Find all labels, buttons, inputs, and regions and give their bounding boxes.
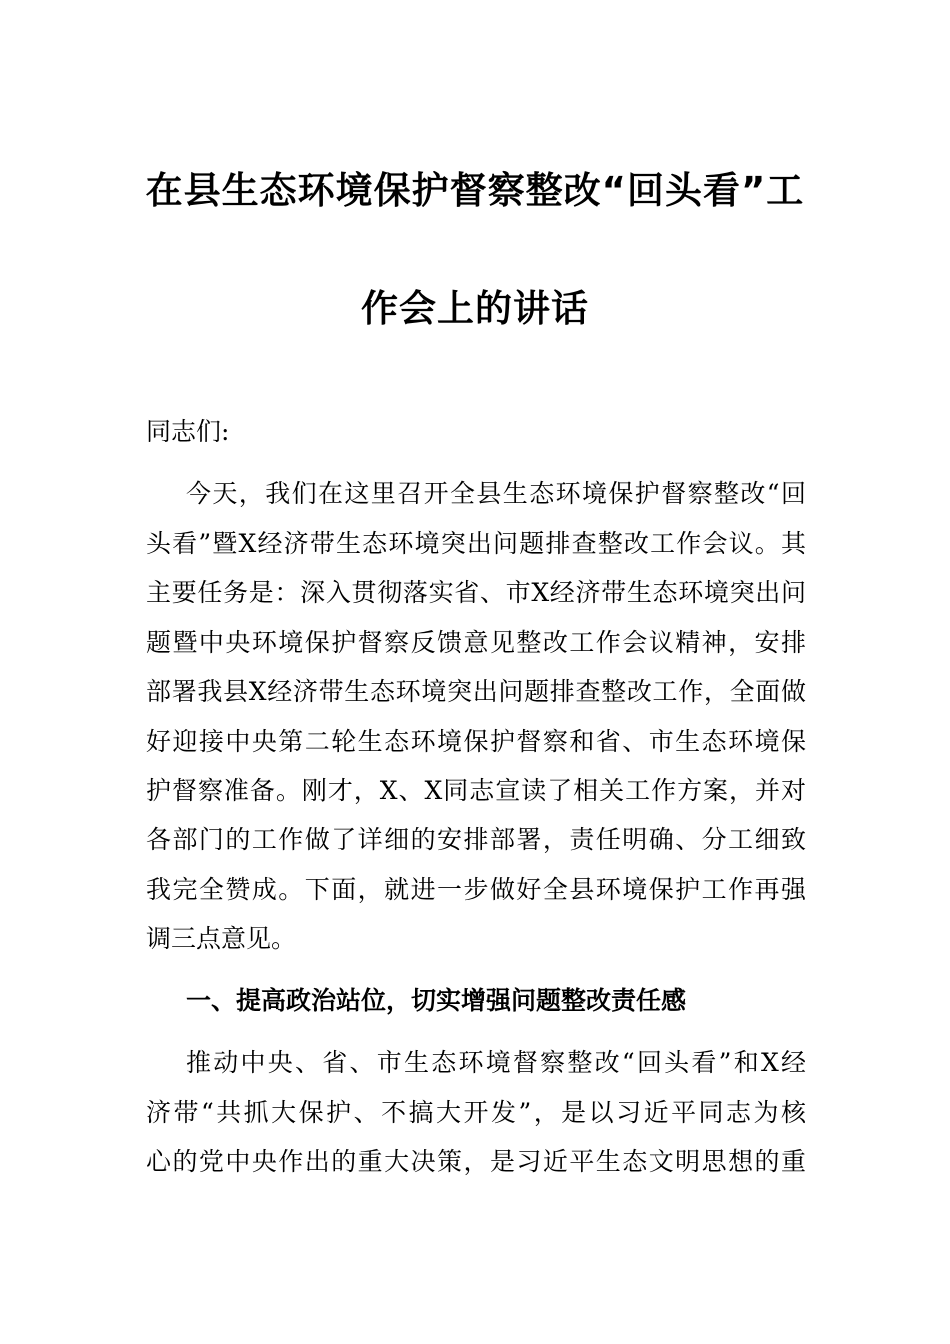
salutation: 同志们: — [146, 417, 230, 446]
paragraph-line: 济带“共抓大保护、不搞大开发”，是以习近平同志为核 — [146, 1098, 806, 1127]
paragraph-line: 心的党中央作出的重大决策，是习近平生态文明思想的重 — [146, 1147, 806, 1176]
paragraph-line: 我完全赞成。下面，就进一步做好全县环境保护工作再强 — [146, 875, 806, 904]
paragraph-line: 头看”暨X经济带生态环境突出问题排查整改工作会议。其 — [146, 529, 806, 558]
section-heading: 一、提高政治站位，切实增强问题整改责任感 — [186, 986, 687, 1015]
paragraph-line: 部署我县X经济带生态环境突出问题排查整改工作，全面做 — [146, 677, 806, 706]
paragraph-line: 题暨中央环境保护督察反馈意见整改工作会议精神，安排 — [146, 628, 806, 657]
paragraph-line: 各部门的工作做了详细的安排部署，责任明确、分工细致 — [146, 825, 806, 854]
paragraph-line: 护督察准备。刚才，X、X同志宣读了相关工作方案，并对 — [146, 776, 806, 805]
paragraph-line: 调三点意见。 — [146, 924, 297, 953]
document-title-line-1: 在县生态环境保护督察整改“回头看”工 — [145, 169, 805, 212]
paragraph-line: 推动中央、省、市生态环境督察整改“回头看”和X经 — [186, 1048, 806, 1077]
document-title-line-2: 作会上的讲话 — [361, 287, 589, 330]
paragraph-line: 主要任务是：深入贯彻落实省、市X经济带生态环境突出问 — [146, 578, 806, 607]
paragraph-line: 好迎接中央第二轮生态环境保护督察和省、市生态环境保 — [146, 727, 806, 756]
paragraph-line: 今天，我们在这里召开全县生态环境保护督察整改“回 — [186, 479, 806, 508]
